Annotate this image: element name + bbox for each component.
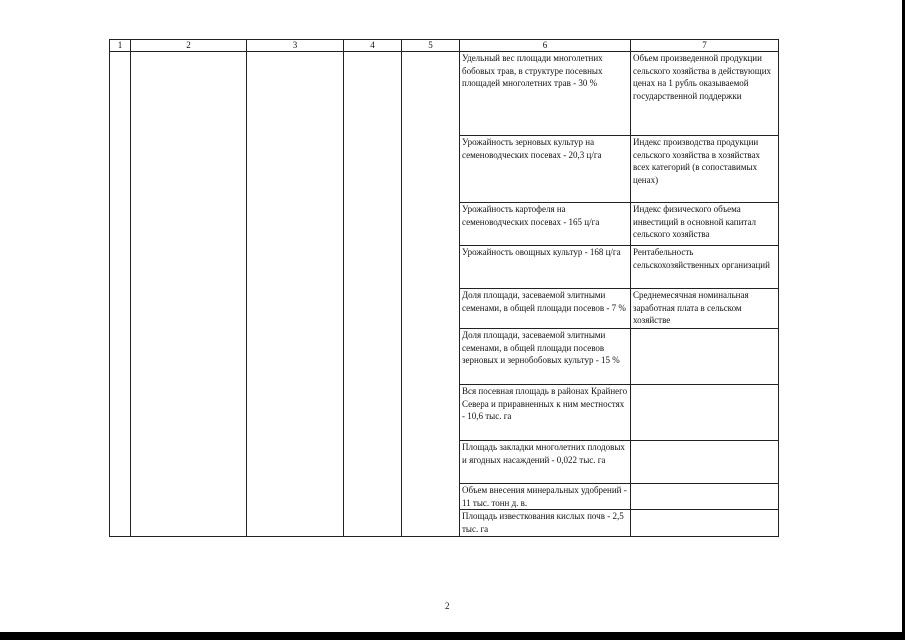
empty-column-1 — [110, 52, 131, 537]
target-indicator-cell: Среднемесячная номинальная заработная плата в сельском хозяйстве — [631, 289, 779, 329]
indicator-cell: Объем внесения минеральных удобрений - 11 тыс. тонн д. в. — [460, 484, 631, 510]
column-number: 6 — [460, 40, 631, 52]
indicators-table — [109, 39, 779, 537]
column-number: 2 — [131, 40, 247, 52]
column-number: 5 — [402, 40, 460, 52]
indicator-cell: Площадь закладки многолетних плодовых и ягодных насаждений - 0,022 тыс. га — [460, 441, 631, 484]
empty-column-3 — [247, 52, 344, 537]
target-indicator-cell — [631, 484, 779, 510]
target-indicator-cell: Индекс физического объема инвестиций в основной капитал сельского хозяйства — [631, 203, 779, 246]
target-indicator-cell: Индекс производства продукции сельского хозяйства в хозяйствах всех категорий (в сопоставимых ценах) — [631, 136, 779, 203]
column-number: 4 — [344, 40, 402, 52]
target-indicator-cell — [631, 385, 779, 441]
column-number: 7 — [631, 40, 779, 52]
column-number-row — [110, 40, 779, 52]
indicator-cell: Вся посевная площадь в районах Крайнего Севера и приравненных к ним местностях - 10,6 тыс. га — [460, 385, 631, 441]
column-number: 3 — [247, 40, 344, 52]
table-row — [110, 52, 779, 136]
indicator-cell: Урожайность овощных культур - 168 ц/га — [460, 246, 631, 289]
empty-column-2 — [131, 52, 247, 537]
page-number: 2 — [445, 601, 450, 611]
indicator-cell: Урожайность зерновых культур на семеноводческих посевах - 20,3 ц/га — [460, 136, 631, 203]
empty-column-5 — [402, 52, 460, 537]
target-indicator-cell — [631, 510, 779, 537]
target-indicator-cell — [631, 441, 779, 484]
target-indicator-cell: Объем произведенной продукции сельского хозяйства в действующих ценах на 1 рубль оказываемой государственной поддержки — [631, 52, 779, 136]
target-indicator-cell: Рентабельность сельскохозяйственных организаций — [631, 246, 779, 289]
indicator-cell: Доля площади, засеваемой элитными семенами, в общей площади посевов - 7 % — [460, 289, 631, 329]
indicator-cell: Доля площади, засеваемой элитными семенами, в общей площади посевов зерновых и зернобобовых культур - 15 % — [460, 329, 631, 385]
target-indicator-cell — [631, 329, 779, 385]
indicator-cell: Площадь известкования кислых почв - 2,5 тыс. га — [460, 510, 631, 537]
column-number: 1 — [110, 40, 131, 52]
scan-edge-bottom — [0, 632, 905, 640]
indicator-cell: Урожайность картофеля на семеноводческих посевах - 165 ц/га — [460, 203, 631, 246]
indicator-cell: Удельный вес площади многолетних бобовых трав, в структуре посевных площадей многолетних трав - 30 % — [460, 52, 631, 136]
empty-column-4 — [344, 52, 402, 537]
